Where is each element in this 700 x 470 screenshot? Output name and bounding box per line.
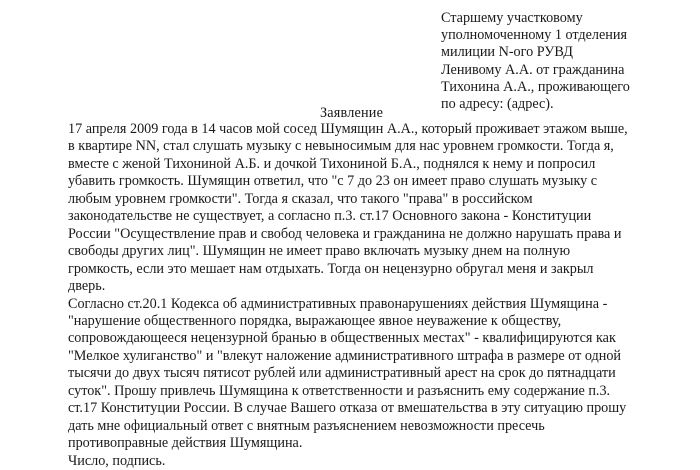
body-line: громкость, если это мешает нам отдыхать. Тогда он нецензурно обругал меня и закрыл <box>68 260 594 277</box>
body-line: тысячи до двух тысяч пятисот рублей или административный арест на срок до пятнадцати <box>68 365 616 382</box>
body-line: любым уровнем громкости". Тогда я сказал, что такого "права" в российском <box>68 190 533 207</box>
addressee-line: Тихонина А.А., проживающего <box>441 78 630 95</box>
body-line: 17 апреля 2009 года в 14 часов мой сосед Шумящин А.А., который проживает этажом выше, <box>68 121 628 137</box>
body-line: дать мне официальный ответ с внятным разъяснением невозможности пресечь <box>68 417 545 434</box>
body-line: вместе с женой Тихониной А.Б. и дочкой Тихониной Б.А., поднялся к нему и попросил <box>68 155 596 172</box>
body-line: "нарушение общественного порядка, выражающее явное неуважение к обществу, <box>68 312 562 329</box>
body-line: России "Осуществление прав и свобод человека и гражданина не должно нарушать права и <box>68 225 622 242</box>
body-line: дверь. <box>68 278 106 295</box>
body-line: свободы других лиц". Шумящин не имеет право включать музыку днем на полную <box>68 243 571 260</box>
addressee-line: Старшему участковому <box>441 10 583 26</box>
body-line: убавить громкость. Шумящин ответил, что "с 7 до 23 он имеет право слушать музыку с <box>68 173 598 190</box>
body-line: ст.17 Конституции России. В случае Вашего отказа от вмешательства в эту ситуацию прошу <box>68 400 627 417</box>
document-body <box>68 121 698 470</box>
addressee-line: по адресу: (адрес). <box>441 96 554 113</box>
body-line: в квартире NN, стал слушать музыку с невыносимым для нас уровнем громкости. Тогда я, <box>68 138 614 155</box>
body-line: "Мелкое хулиганство" и "влекут наложение административного штрафа в размере от одной <box>68 347 622 364</box>
body-line: противоправные действия Шумящина. <box>68 435 303 452</box>
addressee-line: милиции N-ого РУВД <box>441 44 573 61</box>
addressee-line: уполномоченному 1 отделения <box>441 27 628 44</box>
body-line: суток". Прошу привлечь Шумящина к ответственности и разъяснить ему содержание п.3. <box>68 382 611 399</box>
body-line: законодательстве не существует, а согласно п.3. ст.17 Основного закона - Конституции <box>68 208 592 225</box>
document-title: Заявление <box>320 105 384 121</box>
signature-line: Число, подпись. <box>68 452 166 469</box>
body-line: Согласно ст.20.1 Кодекса об административных правонарушениях действия Шумящина - <box>68 295 608 312</box>
addressee-line: Ленивому А.А. от гражданина <box>441 61 625 78</box>
addressee-block <box>441 10 700 113</box>
body-line: сопровождающееся нецензурной бранью в общественных местах" - квалифицируются как <box>68 330 616 347</box>
